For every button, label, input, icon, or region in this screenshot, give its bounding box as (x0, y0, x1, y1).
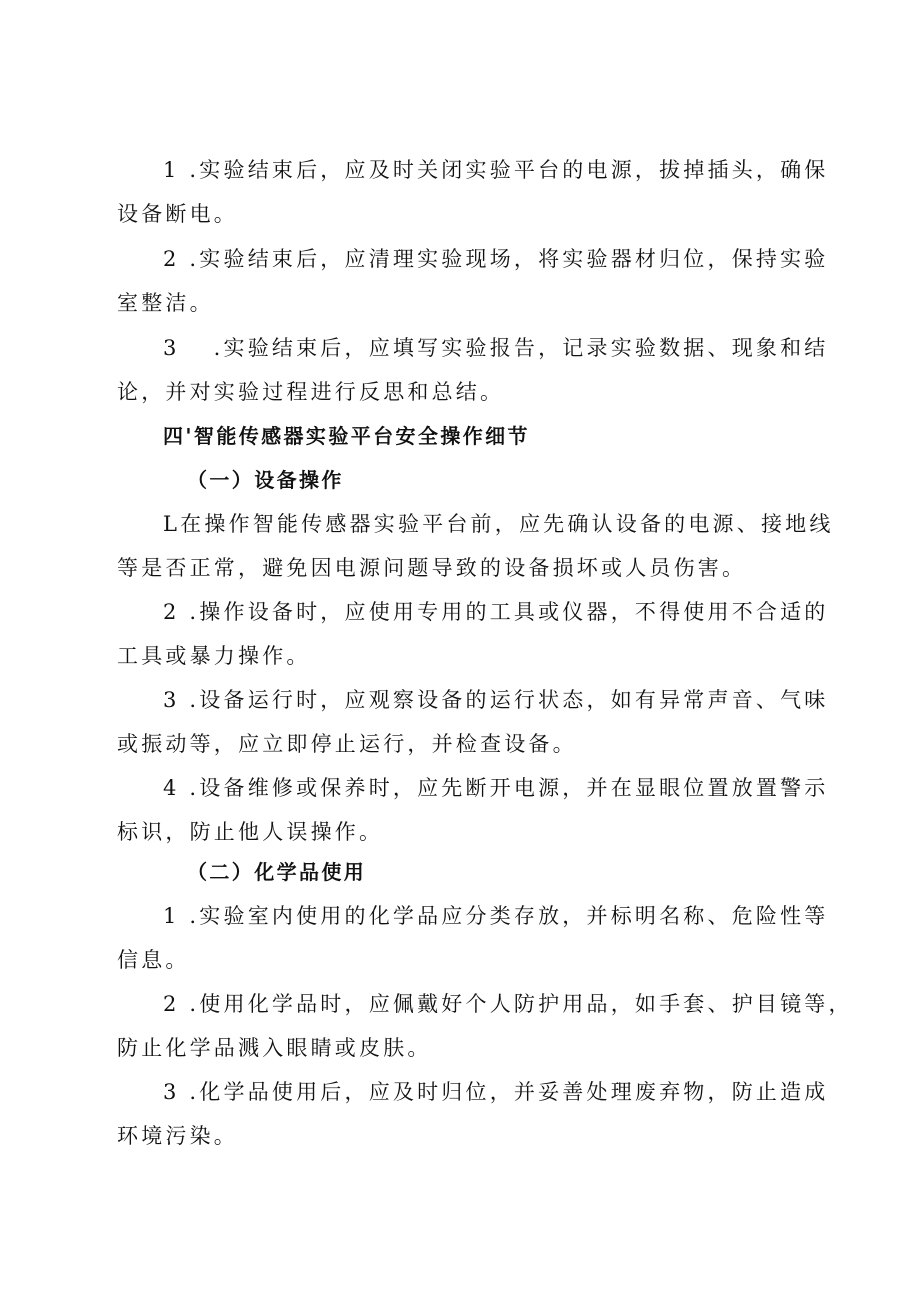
chemicals-item3-line2: 环境污染。 (117, 1124, 238, 1148)
chemicals-item2-line1: 2 .使用化学品时，应佩戴好个人防护用品，如手套、护目镜等， (163, 992, 853, 1016)
section3-item2-line1: 2 .实验结束后，应清理实验现场，将实验器材归位，保持实验 (163, 247, 829, 271)
subsection-equipment-heading: （一）设备操作 (187, 468, 344, 492)
equipment-item4-line1: 4 .设备维修或保养时，应先断开电源，并在显眼位置放置警示 (163, 776, 829, 800)
equipment-item1-line2: 等是否正常，避免因电源问题导致的设备损坏或人员伤害。 (117, 556, 747, 580)
equipment-item2-line1: 2 .操作设备时，应使用专用的工具或仪器，不得使用不合适的 (163, 600, 829, 624)
section4-heading: 四'智能传感器实验平台安全操作细节 (163, 424, 530, 448)
section3-item3-line2: 论，并对实验过程进行反思和总结。 (117, 380, 505, 404)
section3-item1-line2: 设备断电。 (117, 202, 238, 226)
section3-item1-line1: 1 .实验结束后，应及时关闭实验平台的电源，拔掉插头，确保 (163, 158, 829, 182)
chemicals-item1-line1: 1 .实验室内使用的化学品应分类存放，并标明名称、危险性等 (163, 904, 829, 928)
equipment-item2-line2: 工具或暴力操作。 (117, 644, 311, 668)
section3-item3-line1: 3 .实验结束后，应填写实验报告，记录实验数据、现象和结 (163, 336, 829, 360)
chemicals-item2-line2: 防止化学品溅入眼睛或皮肤。 (117, 1036, 432, 1060)
equipment-item3-line2: 或振动等，应立即停止运行，并检查设备。 (117, 732, 577, 756)
section3-item2-line2: 室整洁。 (117, 291, 214, 315)
equipment-item1-line1: L在操作智能传感器实验平台前，应先确认设备的电源、接地线 (163, 512, 834, 536)
equipment-item4-line2: 标识，防止他人误操作。 (117, 820, 384, 844)
chemicals-item1-line2: 信息。 (117, 948, 190, 972)
subsection-chemicals-heading: （二）化学品使用 (187, 860, 367, 884)
equipment-item3-line1: 3 .设备运行时，应观察设备的运行状态，如有异常声音、气味 (163, 688, 829, 712)
chemicals-item3-line1: 3 .化学品使用后，应及时归位，并妥善处理废弃物，防止造成 (163, 1080, 829, 1104)
